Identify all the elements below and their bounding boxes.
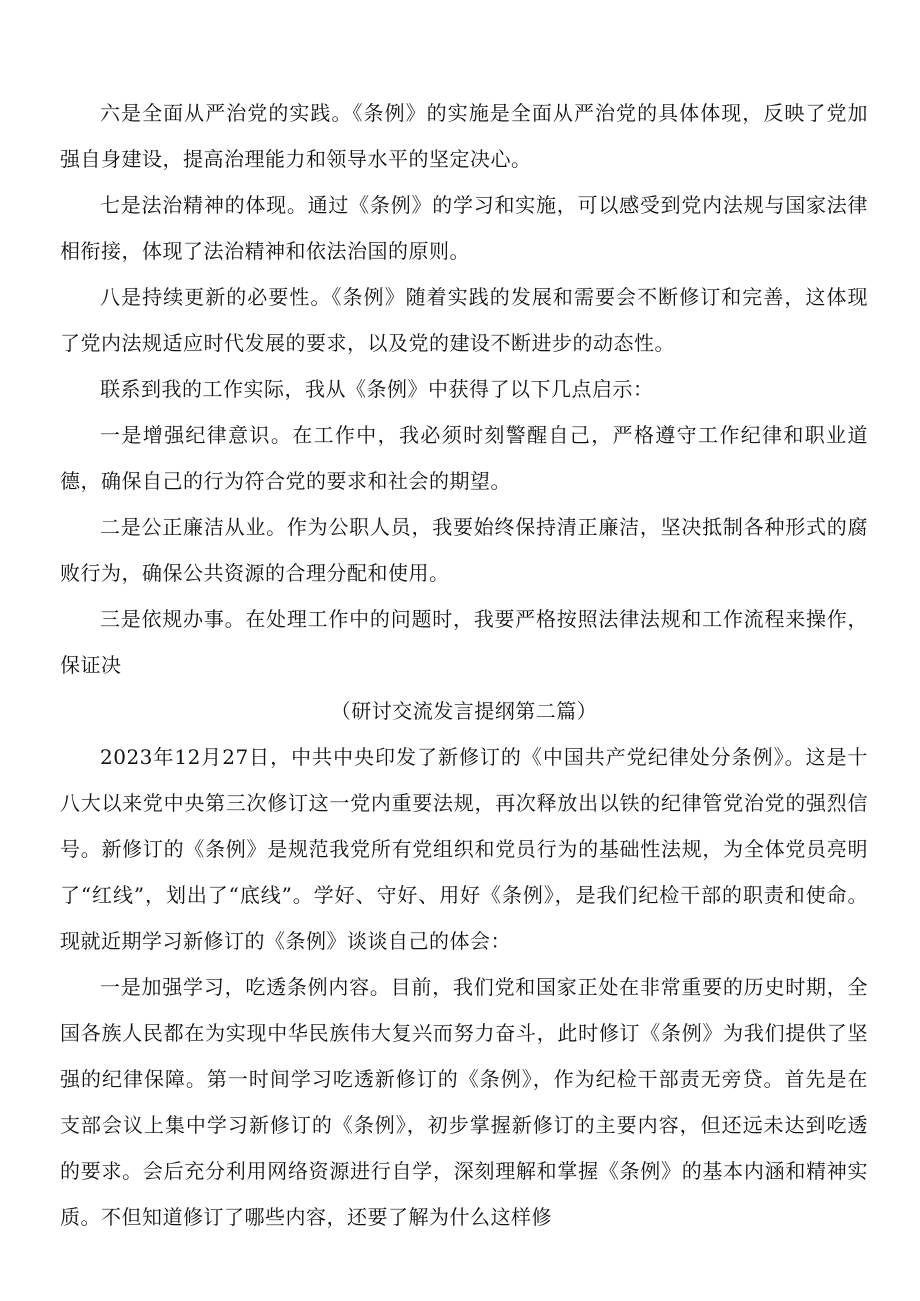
paragraph-inspiration-1: 一是增强纪律意识。在工作中，我必须时刻警醒自己，严格遵守工作纪律和职业道德，确保自己的行为符合党的要求和社会的期望。 bbox=[60, 423, 868, 493]
paragraph-8: 八是持续更新的必要性。《条例》随着实践的发展和需要会不断修订和完善，这体现了党内法规适应时代发展的要求，以及党的建设不断进步的动态性。 bbox=[60, 285, 868, 355]
paragraph-inspiration-2: 二是公正廉洁从业。作为公职人员，我要始终保持清正廉洁，坚决抵制各种形式的腐败行为，确保公共资源的合理分配和使用。 bbox=[60, 515, 868, 585]
paragraph-inspiration-intro: 联系到我的工作实际，我从《条例》中获得了以下几点启示： bbox=[100, 377, 654, 401]
paragraph-inspiration-3: 三是依规办事。在处理工作中的问题时，我要严格按照法律法规和工作流程来操作，保证决 bbox=[60, 607, 868, 677]
paragraph-intro-part2: 2023年12月27日，中共中央印发了新修订的《中国共产党纪律处分条例》。这是十八大以来党中央第三次修订这一党内重要法规，再次释放出以铁的纪律管党治党的强烈信号。新修订的《条例》是规范我党所有党组织和党员行为的基础性法规，为全体党员亮明了“红线”，划出了“底线”。学好、守好、用好《条例》，是我们纪检干部的职责和使命。现就近期学习新修订的《条例》谈谈自己的体会： bbox=[60, 745, 868, 953]
section-heading: （研讨交流发言提纲第二篇） bbox=[330, 699, 598, 723]
document-body bbox=[60, 90, 868, 1240]
paragraph-study-point-1: 一是加强学习，吃透条例内容。目前，我们党和国家正处在非常重要的历史时期，全国各族人民都在为实现中华民族伟大复兴而努力奋斗，此时修订《条例》为我们提供了坚强的纪律保障。第一时间学习吃透新修订的《条例》，作为纪检干部责无旁贷。首先是在支部会议上集中学习新修订的《条例》，初步掌握新修订的主要内容，但还远未达到吃透的要求。会后充分利用网络资源进行自学，深刻理解和掌握《条例》的基本内涵和精神实质。不但知道修订了哪些内容，还要了解为什么这样修 bbox=[60, 975, 868, 1229]
paragraph-7: 七是法治精神的体现。通过《条例》的学习和实施，可以感受到党内法规与国家法律相衔接，体现了法治精神和依法治国的原则。 bbox=[60, 193, 868, 263]
paragraph-6: 六是全面从严治党的实践。《条例》的实施是全面从严治党的具体体现，反映了党加强自身建设，提高治理能力和领导水平的坚定决心。 bbox=[60, 101, 868, 171]
